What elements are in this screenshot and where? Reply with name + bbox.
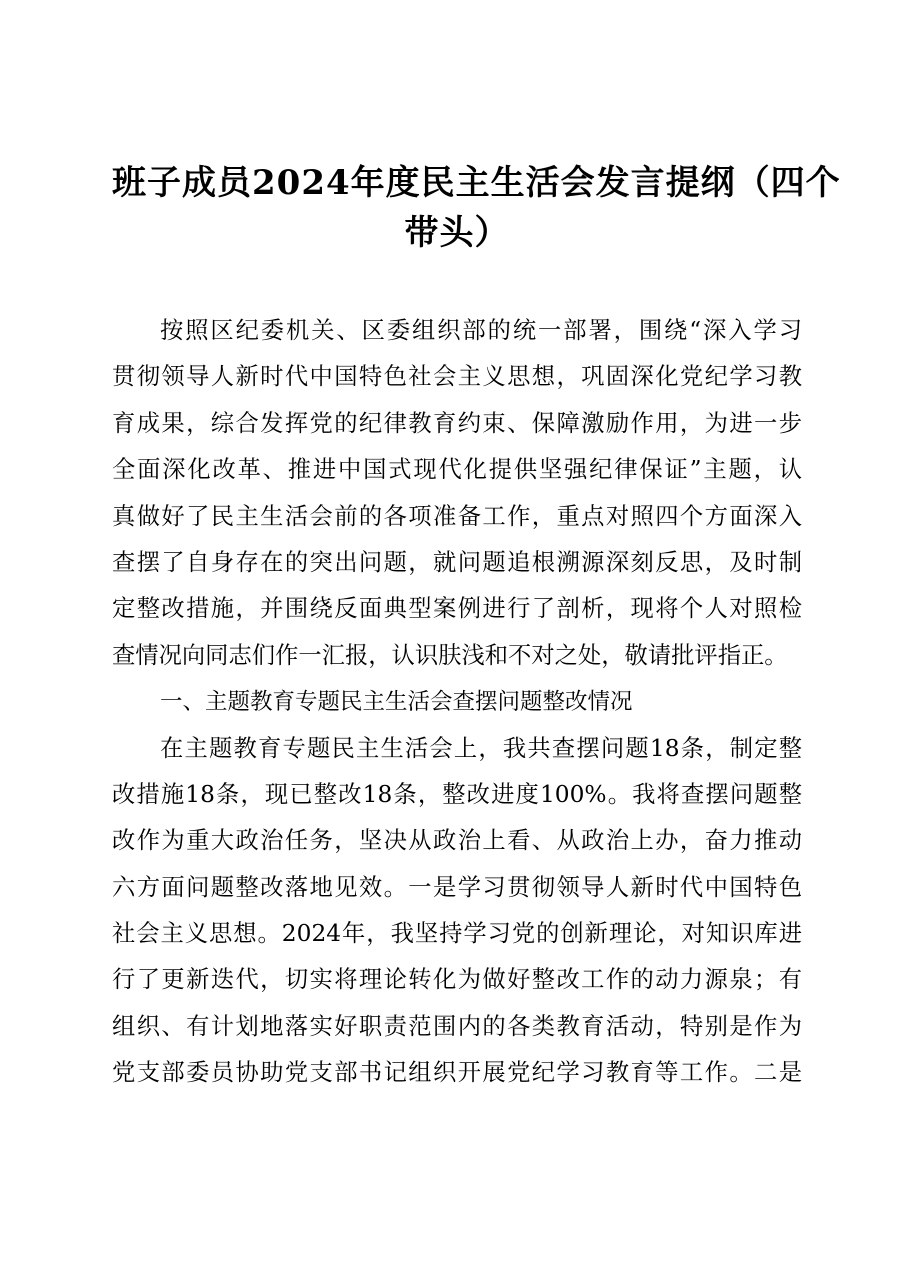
paragraph-line: 六方面问题整改落地见效。一是学习贯彻领导人新时代中国特色 <box>112 873 802 901</box>
paragraph-line: 行了更新迭代，切实将理论转化为做好整改工作的动力源泉；有 <box>112 966 802 994</box>
document-title <box>112 158 841 258</box>
paragraph-line: 改措施18条，现已整改18条，整改进度100%。我将查摆问题整 <box>112 780 802 808</box>
paragraph-line: 党支部委员协助党支部书记组织开展党纪学习教育等工作。二是 <box>112 1059 802 1087</box>
paragraph-rectification <box>112 726 802 1097</box>
document-body <box>112 308 802 1097</box>
paragraph-line: 组织、有计划地落实好职责范围内的各类教育活动，特别是作为 <box>112 1012 802 1040</box>
title-line: 带头） <box>404 213 510 253</box>
paragraph-line: 全面深化改革、推进中国式现代化提供坚强纪律保证”主题，认 <box>112 456 802 484</box>
paragraph-intro <box>112 308 802 679</box>
paragraph-line: 按照区纪委机关、区委组织部的统一部署，围绕“深入学习 <box>160 317 802 344</box>
paragraph-line: 社会主义思想。2024年，我坚持学习党的创新理论，对知识库进 <box>112 920 802 948</box>
paragraph-line: 贯彻领导人新时代中国特色社会主义思想，巩固深化党纪学习教 <box>112 363 802 391</box>
section-heading: 一、主题教育专题民主生活会查摆问题整改情况 <box>160 689 633 716</box>
paragraph-line: 在主题教育专题民主生活会上，我共查摆问题18条，制定整 <box>160 734 802 762</box>
paragraph-line: 查情况向同志们作一汇报，认识肤浅和不对之处，敬请批评指正。 <box>112 641 788 669</box>
paragraph-line: 真做好了民主生活会前的各项准备工作，重点对照四个方面深入 <box>112 502 802 530</box>
title-line: 班子成员2024年度民主生活会发言提纲（四个 <box>112 163 841 203</box>
paragraph-line: 定整改措施，并围绕反面典型案例进行了剖析，现将个人对照检 <box>112 595 802 623</box>
paragraph-line: 查摆了自身存在的突出问题，就问题追根溯源深刻反思，及时制 <box>112 548 802 576</box>
paragraph-line: 育成果，综合发挥党的纪律教育约束、保障激励作用，为进一步 <box>112 409 802 437</box>
paragraph-line: 改作为重大政治任务，坚决从政治上看、从政治上办，奋力推动 <box>112 827 802 855</box>
